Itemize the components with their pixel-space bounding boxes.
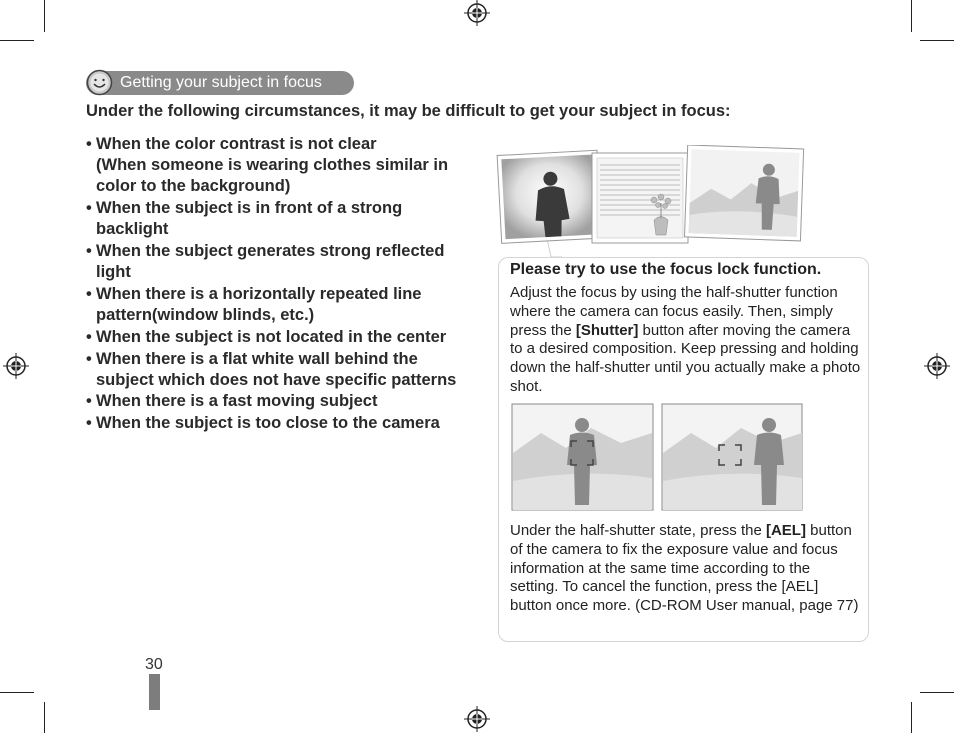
crop-mark [0,692,34,693]
registration-mark-icon [464,706,490,732]
list-item: • When the color contrast is not clear (When someone is wearing clothes similar in color to the background) [86,135,449,196]
list-item: • When the subject is too close to the camera [86,414,440,433]
panel-paragraph-1: Adjust the focus by using the half-shutter function where the camera can focus easily. Then, simply press the [Shutter] button after moving the camera to a desired composition. Keep pressing and holding down the half-shutter until you actually make a photo shot. [510,284,861,395]
page-tab-bar [149,674,160,710]
registration-mark-icon [3,353,29,379]
list-item: • When the subject is not located in the center [86,327,447,346]
crop-mark [920,40,954,41]
section-title: Getting your subject in focus [120,74,322,91]
circumstance-list [86,134,466,435]
panel-paragraph-2: Under the half-shutter state, press the [AEL] button of the camera to fix the exposure value and focus information at the same time according to the setting. To cancel the function, press the [AEL] button once more. (CD-ROM User manual, page 77) [510,522,859,615]
registration-mark-icon [464,0,490,26]
list-item: • When there is a horizontally repeated line pattern(window blinds, etc.) [86,284,422,325]
focus-lock-illustration [511,403,805,513]
list-item: • When there is a fast moving subject [86,392,378,411]
crop-mark [911,702,912,733]
crop-mark [44,702,45,733]
list-item: • When the subject is in front of a strong backlight [86,199,403,239]
page-number: 30 [145,656,163,673]
list-item: • When the subject generates strong reflected light [86,242,445,282]
crop-mark [0,40,34,41]
list-item: • When there is a flat white wall behind the subject which does not have specific patterns [86,349,457,389]
crop-mark [44,0,45,32]
registration-mark-icon [924,353,950,379]
intro-text: Under the following circumstances, it may be difficult to get your subject in focus: [86,102,731,120]
panel-title: Please try to use the focus lock function. [510,261,822,278]
crop-mark [920,692,954,693]
crop-mark [911,0,912,32]
smiley-face-icon [86,69,113,96]
